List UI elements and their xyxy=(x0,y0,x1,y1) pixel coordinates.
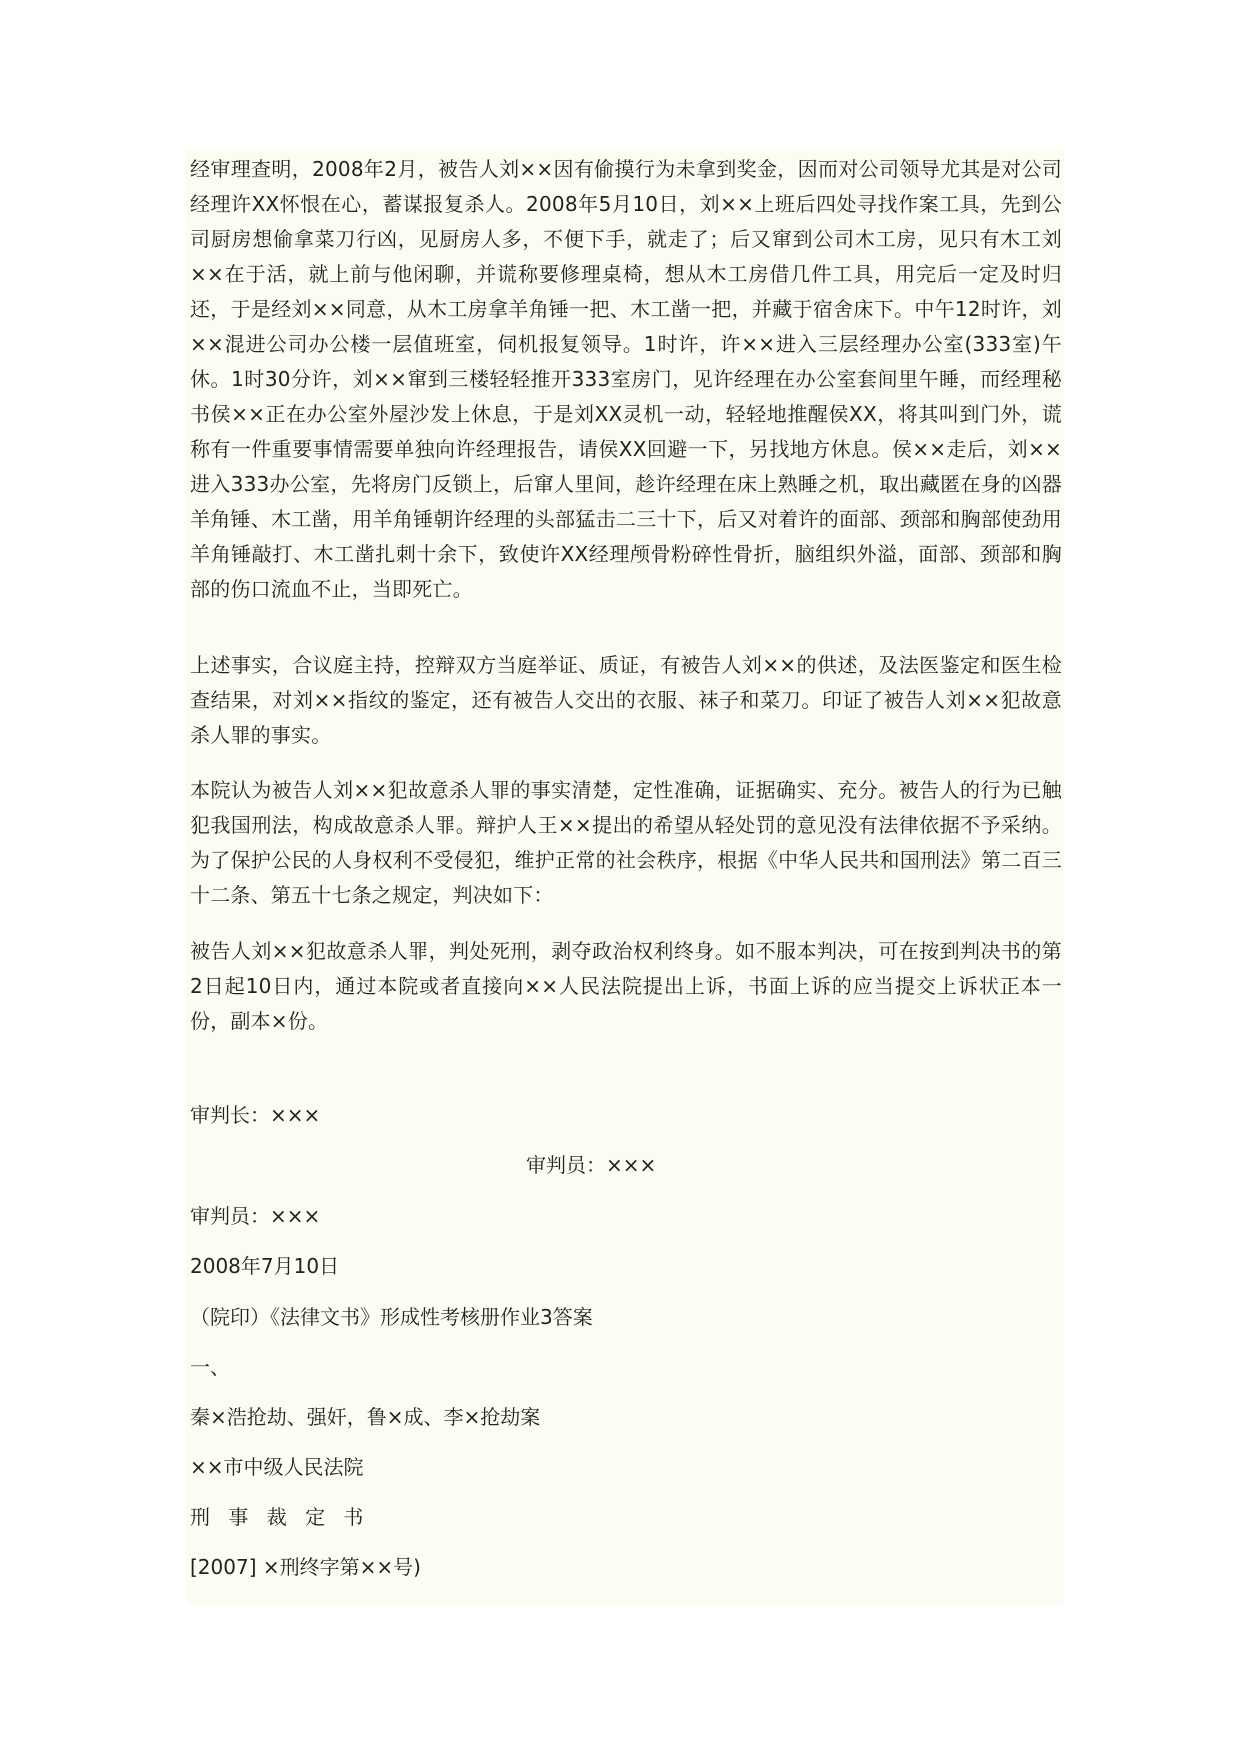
paragraph-facts: 经审理查明，2008年2月，被告人刘××因有偷摸行为未拿到奖金，因而对公司领导尤其是对公司经理许XX怀恨在心，蓄谋报复杀人。2008年5月10日，刘××上班后四处寻找作案工具，先到公司厨房想偷拿菜刀行凶，见厨房人多，不便下手，就走了；后又窜到公司木工房，见只有木工刘××在于活，就上前与他闲聊，并谎称要修理桌椅，想从木工房借几件工具，用完后一定及时归还，于是经刘××同意，从木工房拿羊角锤一把、木工凿一把，并藏于宿舍床下。中午12时许，刘××混进公司办公楼一层值班室，伺机报复领导。1时许，许××进入三层经理办公室(333室)午休。1时30分许，刘××窜到三楼轻轻推开333室房门，见许经理在办公室套间里午睡，而经理秘书侯××正在办公室外屋沙发上休息，于是刘XX灵机一动，轻轻地推醒侯XX，将其叫到门外，谎称有一件重要事情需要单独向许经理报告，请侯XX回避一下，另找地方休息。侯××走后，刘××进入333办公室，先将房门反锁上，后窜人里间，趁许经理在床上熟睡之机，取出藏匿在身的凶器羊角锤、木工凿，用羊角锤朝许经理的头部猛击二三十下，后又对着许的面部、颈部和胸部使劲用羊角锤敲打、木工凿扎刺十余下，致使许XX经理颅骨粉碎性骨折，脑组织外溢，面部、颈部和胸部的伤口流血不止，当即死亡。 xyxy=(190,157,1062,601)
section-number: 一、 xyxy=(190,1355,230,1379)
document-type-title: 刑 事 裁 定 书 xyxy=(190,1505,370,1529)
chief-judge-signature: 审判长：××× xyxy=(190,1103,321,1127)
judge-signature-2: 审判员：××× xyxy=(190,1204,321,1228)
judge-signature-1: 审判员：××× xyxy=(526,1153,657,1177)
seal-line: （院印）《法律文书》形成性考核册作业3答案 xyxy=(190,1305,593,1329)
case-title: 秦×浩抢劫、强奸，鲁×成、李×抢劫案 xyxy=(190,1405,541,1429)
paragraph-court-opinion: 本院认为被告人刘××犯故意杀人罪的事实清楚，定性准确，证据确实、充分。被告人的行为已触犯我国刑法，构成故意杀人罪。辩护人王××提出的希望从轻处罚的意见没有法律依据不予采纳。为了保护公民的人身权利不受侵犯，维护正常的社会秩序，根据《中华人民共和国刑法》第二百三十二条、第五十七条之规定，判决如下： xyxy=(190,778,1062,907)
paragraph-verdict: 被告人刘××犯故意杀人罪，判处死刑，剥夺政治权利终身。如不服本判决，可在按到判决书的第2日起10日内，通过本院或者直接向××人民法院提出上诉，书面上诉的应当提交上诉状正本一份，副本×份。 xyxy=(190,939,1062,1033)
document-page xyxy=(186,148,1064,1605)
judgment-date: 2008年7月10日 xyxy=(190,1254,340,1278)
case-number: [2007] ×刑终字第××号) xyxy=(190,1555,421,1579)
court-name: ××市中级人民法院 xyxy=(190,1455,364,1479)
paragraph-evidence: 上述事实，合议庭主持，控辩双方当庭举证、质证，有被告人刘××的供述，及法医鉴定和医生检查结果，对刘××指纹的鉴定，还有被告人交出的衣服、袜子和菜刀。印证了被告人刘××犯故意杀人罪的事实。 xyxy=(190,653,1062,747)
